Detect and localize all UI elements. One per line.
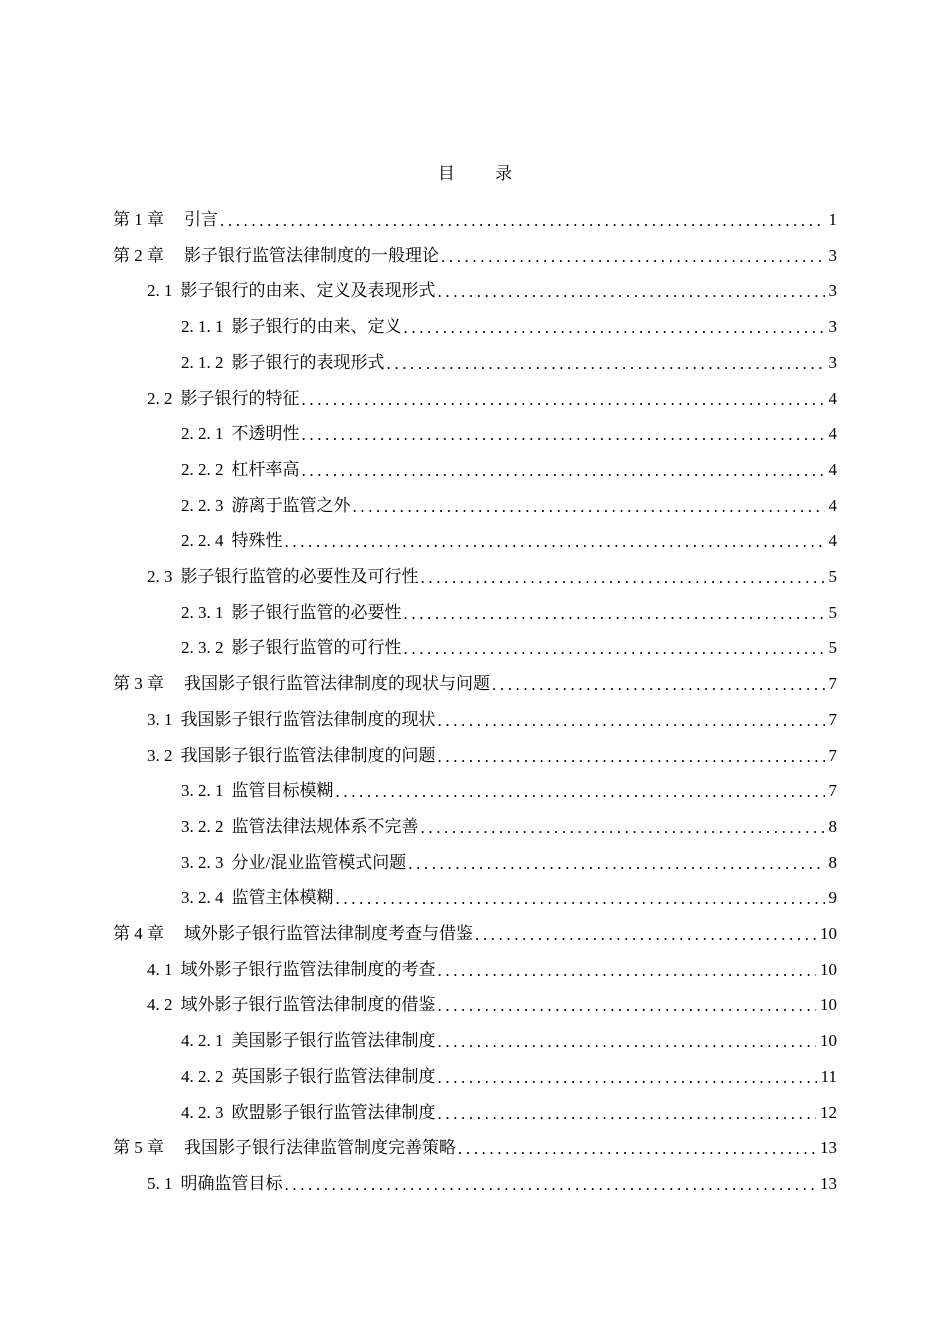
toc-entry-page-number: 10 [820,924,837,943]
toc-entry-title: 影子银行的特征 [180,389,300,408]
toc-entry-title: 明确监管目标 [180,1174,283,1193]
toc-entry-title: 特殊性 [231,531,283,550]
toc-entry-page-number: 4 [828,460,837,479]
dot-leader [441,239,825,275]
toc-entry-number: 2. 1 [147,281,173,300]
toc-entry-page-number: 3 [828,353,837,372]
toc-entry[interactable] [147,559,837,595]
dot-leader [404,631,825,667]
toc-entry-title: 影子银行的由来、定义及表现形式 [180,281,436,300]
toc-entry-title: 影子银行监管法律制度的一般理论 [184,246,439,265]
dot-leader [438,953,817,989]
dot-leader [438,739,825,775]
toc-entry-title: 监管法律法规体系不完善 [231,817,419,836]
toc-entry-number: 3. 2. 1 [181,781,224,800]
toc-entry[interactable] [181,880,837,916]
dot-leader [421,810,825,846]
toc-entry-title: 监管目标模糊 [231,781,334,800]
dot-leader [353,489,825,525]
toc-entry-title: 美国影子银行监管法律制度 [231,1031,436,1050]
toc-entry-number: 4. 1 [147,960,173,979]
dot-leader [438,1024,817,1060]
toc-entry[interactable] [181,1059,837,1095]
dot-leader [302,453,825,489]
toc-entry[interactable] [181,488,837,524]
toc-entry-number: 4. 2. 2 [181,1067,224,1086]
toc-entry[interactable] [181,809,837,845]
toc-entry[interactable] [181,845,837,881]
toc-entry-title: 域外影子银行监管法律制度的考查 [180,960,436,979]
toc-entry-page-number: 8 [828,817,837,836]
toc-entry-number: 5. 1 [147,1174,173,1193]
toc-entry-title: 我国影子银行监管法律制度的问题 [180,746,436,765]
toc-entry[interactable] [113,1130,837,1166]
toc-entry-number: 第 1 章 [113,210,164,229]
dot-leader [302,417,825,453]
toc-entry-title: 分业/混业监管模式问题 [231,853,407,872]
toc-entry-number: 2. 3. 2 [181,638,224,657]
dot-leader [438,988,817,1024]
toc-entry-number: 4. 2. 3 [181,1103,224,1122]
toc-entry[interactable] [147,738,837,774]
toc-entry-page-number: 7 [828,710,837,729]
dot-leader [285,1167,817,1203]
toc-entry-page-number: 7 [828,746,837,765]
toc-entry[interactable] [181,345,837,381]
toc-entry-title: 我国影子银行监管法律制度的现状 [180,710,436,729]
toc-entry-page-number: 4 [828,424,837,443]
toc-entry-page-number: 9 [828,888,837,907]
toc-entry-number: 2. 2. 3 [181,496,224,515]
toc-entry-page-number: 3 [828,246,837,265]
toc-entry-title: 我国影子银行监管法律制度的现状与问题 [184,674,490,693]
toc-entry-number: 2. 3 [147,567,173,586]
dot-leader [404,596,825,632]
toc-entry-title: 影子银行的表现形式 [231,353,385,372]
toc-entry-number: 3. 2. 2 [181,817,224,836]
toc-entry-title: 我国影子银行法律监管制度完善策略 [184,1138,456,1157]
toc-entry-page-number: 4 [828,496,837,515]
toc-entry[interactable] [113,916,837,952]
dot-leader [492,667,825,703]
toc-entry[interactable] [181,416,837,452]
toc-entry-page-number: 10 [820,960,837,979]
toc-entry-number: 2. 1. 1 [181,317,224,336]
toc-entry-page-number: 8 [828,853,837,872]
dot-leader [475,917,816,953]
toc-entry[interactable] [147,381,837,417]
toc-entry-page-number: 12 [820,1103,837,1122]
dot-leader [404,310,825,346]
toc-entry-title: 游离于监管之外 [231,496,351,515]
dot-leader [336,881,825,917]
toc-entry-number: 第 2 章 [113,246,164,265]
dot-leader [438,274,825,310]
toc-entry-title: 杠杆率高 [231,460,300,479]
dot-leader [438,1060,817,1096]
toc-entry-number: 2. 2. 1 [181,424,224,443]
toc-heading: 目 录 [437,164,531,183]
toc-entry[interactable] [181,309,837,345]
toc-entry-page-number: 10 [820,995,837,1014]
toc-entry[interactable] [181,1023,837,1059]
dot-leader [220,203,825,239]
dot-leader [285,524,825,560]
toc-entry-number: 3. 2. 4 [181,888,224,907]
toc-entry[interactable] [181,630,837,666]
toc-entry-number: 第 4 章 [113,924,164,943]
toc-entry-number: 4. 2. 1 [181,1031,224,1050]
toc-entry[interactable] [113,666,837,702]
toc-entry-number: 2. 2. 2 [181,460,224,479]
toc-entry-title: 影子银行监管的可行性 [231,638,402,657]
toc-entry-page-number: 10 [820,1031,837,1050]
toc-entry-number: 3. 2. 3 [181,853,224,872]
dot-leader [336,774,825,810]
toc-entry-page-number: 3 [828,317,837,336]
toc-entry-page-number: 4 [828,531,837,550]
toc-entry[interactable] [181,595,837,631]
toc-entry-number: 2. 2 [147,389,173,408]
toc-entry-number: 3. 2 [147,746,173,765]
toc-entry-number: 3. 1 [147,710,173,729]
toc-entry-page-number: 11 [820,1067,837,1086]
dot-leader [438,1096,817,1132]
toc-entry[interactable] [181,1095,837,1131]
toc-entry-title: 监管主体模糊 [231,888,334,907]
toc-entry-title: 域外影子银行监管法律制度的借鉴 [180,995,436,1014]
toc-entry-number: 4. 2 [147,995,173,1014]
toc-entry-title: 影子银行监管的必要性及可行性 [180,567,419,586]
toc-entry-title: 影子银行监管的必要性 [231,603,402,622]
toc-entry-number: 第 3 章 [113,674,164,693]
toc-entry[interactable] [147,952,837,988]
toc-entry-number: 2. 2. 4 [181,531,224,550]
toc-entry-number: 第 5 章 [113,1138,164,1157]
toc-entry-title: 引言 [184,210,218,229]
toc-entry-page-number: 7 [828,781,837,800]
toc-entry[interactable] [113,238,837,274]
dot-leader [302,382,825,418]
toc-entry[interactable] [181,773,837,809]
toc-entry[interactable] [147,1166,837,1202]
toc-entry-title: 不透明性 [231,424,300,443]
toc-entry[interactable] [181,523,837,559]
toc-entry-title: 域外影子银行监管法律制度考查与借鉴 [184,924,473,943]
toc-entry-page-number: 5 [828,638,837,657]
toc-entry-title: 影子银行的由来、定义 [231,317,402,336]
toc-entry-title: 欧盟影子银行监管法律制度 [231,1103,436,1122]
dot-leader [438,703,825,739]
toc-entry-title: 英国影子银行监管法律制度 [231,1067,436,1086]
toc-entry-page-number: 7 [828,674,837,693]
dot-leader [421,560,825,596]
toc-entry-number: 2. 3. 1 [181,603,224,622]
toc-entry-page-number: 5 [828,603,837,622]
toc-entry-page-number: 4 [828,389,837,408]
toc-entry[interactable] [147,702,837,738]
toc-entry-page-number: 5 [828,567,837,586]
dot-leader [408,846,824,882]
dot-leader [458,1131,816,1167]
toc-entry-number: 2. 1. 2 [181,353,224,372]
toc-entry-page-number: 3 [828,281,837,300]
toc-entry[interactable] [181,452,837,488]
toc-entry-page-number: 13 [820,1174,837,1193]
dot-leader [387,346,825,382]
toc-entry[interactable] [113,202,837,238]
toc-entry[interactable] [147,273,837,309]
toc-entry-page-number: 1 [828,210,837,229]
toc-entry[interactable] [147,987,837,1023]
toc-entry-page-number: 13 [820,1138,837,1157]
